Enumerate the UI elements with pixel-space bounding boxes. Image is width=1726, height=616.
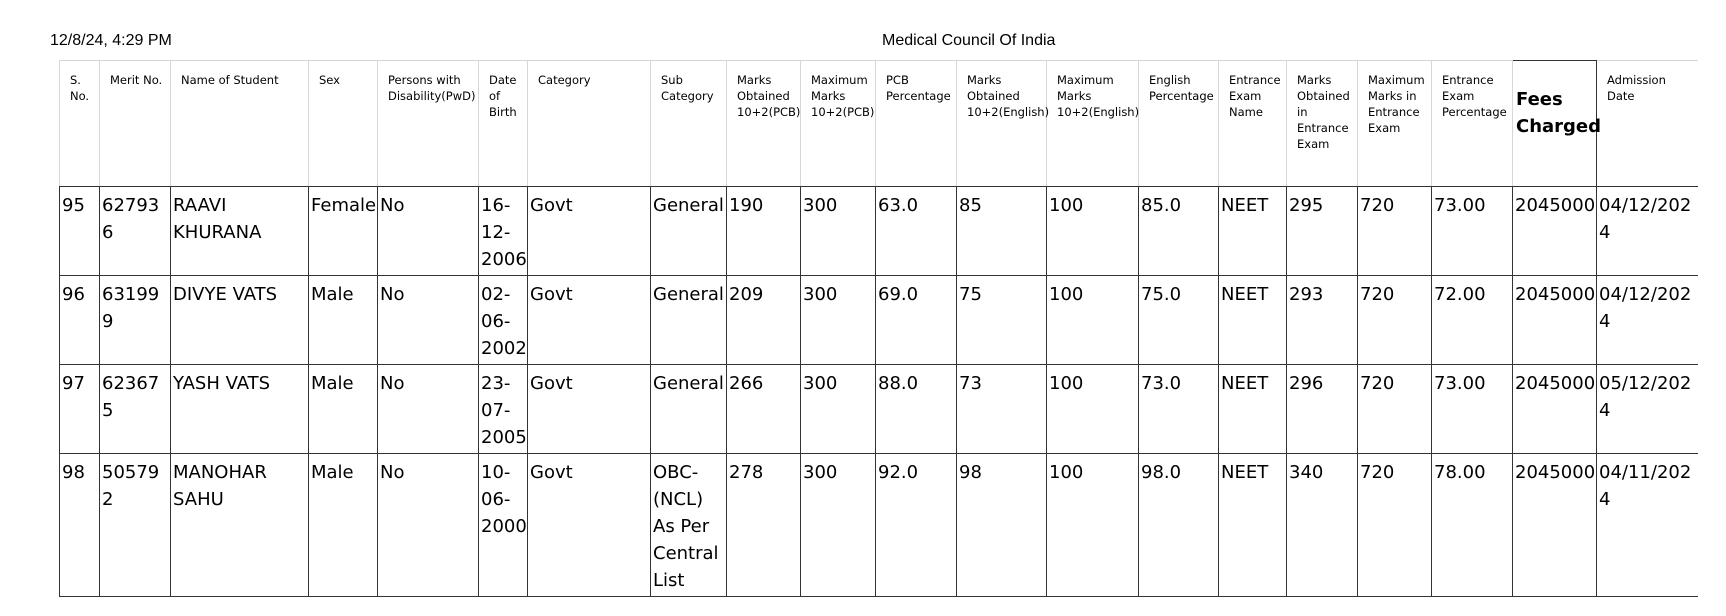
cell-name: DIVYE VATS xyxy=(171,276,309,365)
cell-sex: Male xyxy=(309,365,378,454)
cell-merit-no: 627936 xyxy=(100,187,171,276)
cell-category: Govt xyxy=(528,365,651,454)
header-row xyxy=(60,61,1698,187)
cell-merit-no: 505792 xyxy=(100,454,171,597)
cell-sub-category: OBC-(NCL) As Per Central List xyxy=(651,454,727,597)
cell-admission-date: 04/11/2024 xyxy=(1597,454,1698,597)
cell-max-entrance: 720 xyxy=(1358,454,1432,597)
cell-merit-no: 631999 xyxy=(100,276,171,365)
cell-max-entrance: 720 xyxy=(1358,365,1432,454)
cell-sex: Male xyxy=(309,276,378,365)
cell-sex: Female xyxy=(309,187,378,276)
cell-exam-name: NEET xyxy=(1219,276,1287,365)
cell-max-english: 100 xyxy=(1047,276,1139,365)
cell-s-no: 98 xyxy=(60,454,100,597)
cell-admission-date: 04/12/2024 xyxy=(1597,276,1698,365)
cell-category: Govt xyxy=(528,187,651,276)
cell-max-pcb: 300 xyxy=(801,276,876,365)
cell-sub-category: General xyxy=(651,276,727,365)
cell-english-pct: 98.0 xyxy=(1139,454,1219,597)
cell-max-pcb: 300 xyxy=(801,365,876,454)
cell-marks-pcb: 266 xyxy=(727,365,801,454)
cell-marks-entrance: 293 xyxy=(1287,276,1358,365)
col-header-max-entrance: Maximum Marks in Entrance Exam xyxy=(1358,61,1432,187)
cell-fees: 2045000 xyxy=(1513,454,1597,597)
col-header-english-pct: English Percentage xyxy=(1139,61,1219,187)
cell-s-no: 95 xyxy=(60,187,100,276)
cell-fees: 2045000 xyxy=(1513,365,1597,454)
cell-name: YASH VATS xyxy=(171,365,309,454)
cell-max-pcb: 300 xyxy=(801,187,876,276)
cell-english-pct: 75.0 xyxy=(1139,276,1219,365)
cell-english-pct: 85.0 xyxy=(1139,187,1219,276)
cell-sub-category: General xyxy=(651,187,727,276)
print-datetime: 12/8/24, 4:29 PM xyxy=(50,32,172,49)
col-header-exam-name: Entrance Exam Name xyxy=(1219,61,1287,187)
table-row xyxy=(60,276,1698,365)
cell-max-english: 100 xyxy=(1047,365,1139,454)
table-row xyxy=(60,187,1698,276)
cell-fees: 2045000 xyxy=(1513,187,1597,276)
col-header-sex: Sex xyxy=(309,61,378,187)
col-header-dob: Date of Birth xyxy=(479,61,528,187)
cell-s-no: 96 xyxy=(60,276,100,365)
cell-dob: 02-06-2002 xyxy=(479,276,528,365)
col-header-admission-date: Admission Date xyxy=(1597,61,1698,187)
table-row xyxy=(60,454,1698,597)
cell-max-english: 100 xyxy=(1047,187,1139,276)
col-header-max-english: Maximum Marks 10+2(English) xyxy=(1047,61,1139,187)
cell-category: Govt xyxy=(528,454,651,597)
admissions-table xyxy=(59,60,1698,597)
cell-name: MANOHAR SAHU xyxy=(171,454,309,597)
col-header-marks-entrance: Marks Obtained in Entrance Exam xyxy=(1287,61,1358,187)
cell-fees: 2045000 xyxy=(1513,276,1597,365)
cell-marks-entrance: 296 xyxy=(1287,365,1358,454)
col-header-category: Category xyxy=(528,61,651,187)
col-header-marks-english: Marks Obtained 10+2(English) xyxy=(957,61,1047,187)
cell-marks-english: 75 xyxy=(957,276,1047,365)
col-header-fees: Fees Charged xyxy=(1513,61,1597,187)
cell-english-pct: 73.0 xyxy=(1139,365,1219,454)
cell-merit-no: 623675 xyxy=(100,365,171,454)
col-header-marks-pcb: Marks Obtained 10+2(PCB) xyxy=(727,61,801,187)
cell-marks-english: 85 xyxy=(957,187,1047,276)
cell-marks-pcb: 278 xyxy=(727,454,801,597)
cell-marks-english: 73 xyxy=(957,365,1047,454)
cell-dob: 16-12-2006 xyxy=(479,187,528,276)
cell-marks-english: 98 xyxy=(957,454,1047,597)
cell-marks-entrance: 340 xyxy=(1287,454,1358,597)
cell-category: Govt xyxy=(528,276,651,365)
cell-pcb-pct: 92.0 xyxy=(876,454,957,597)
cell-entrance-pct: 72.00 xyxy=(1432,276,1513,365)
cell-exam-name: NEET xyxy=(1219,365,1287,454)
cell-sub-category: General xyxy=(651,365,727,454)
cell-admission-date: 04/12/2024 xyxy=(1597,187,1698,276)
cell-exam-name: NEET xyxy=(1219,187,1287,276)
col-header-s-no: S. No. xyxy=(60,61,100,187)
cell-pwd: No xyxy=(378,454,479,597)
col-header-merit-no: Merit No. xyxy=(100,61,171,187)
cell-max-entrance: 720 xyxy=(1358,187,1432,276)
cell-dob: 23-07-2005 xyxy=(479,365,528,454)
col-header-pcb-pct: PCB Percentage xyxy=(876,61,957,187)
cell-s-no: 97 xyxy=(60,365,100,454)
cell-pwd: No xyxy=(378,276,479,365)
cell-entrance-pct: 73.00 xyxy=(1432,187,1513,276)
cell-pcb-pct: 69.0 xyxy=(876,276,957,365)
cell-max-pcb: 300 xyxy=(801,454,876,597)
table-row xyxy=(60,365,1698,454)
cell-pwd: No xyxy=(378,365,479,454)
cell-entrance-pct: 73.00 xyxy=(1432,365,1513,454)
cell-admission-date: 05/12/2024 xyxy=(1597,365,1698,454)
cell-max-entrance: 720 xyxy=(1358,276,1432,365)
cell-sex: Male xyxy=(309,454,378,597)
cell-marks-pcb: 190 xyxy=(727,187,801,276)
col-header-name: Name of Student xyxy=(171,61,309,187)
cell-dob: 10-06-2000 xyxy=(479,454,528,597)
cell-pwd: No xyxy=(378,187,479,276)
cell-max-english: 100 xyxy=(1047,454,1139,597)
col-header-max-pcb: Maximum Marks 10+2(PCB) xyxy=(801,61,876,187)
cell-marks-entrance: 295 xyxy=(1287,187,1358,276)
cell-pcb-pct: 88.0 xyxy=(876,365,957,454)
cell-entrance-pct: 78.00 xyxy=(1432,454,1513,597)
col-header-sub-category: Sub Category xyxy=(651,61,727,187)
page-header xyxy=(50,32,1676,52)
col-header-entrance-pct: Entrance Exam Percentage xyxy=(1432,61,1513,187)
cell-marks-pcb: 209 xyxy=(727,276,801,365)
cell-name: RAAVI KHURANA xyxy=(171,187,309,276)
col-header-pwd: Persons with Disability(PwD) xyxy=(378,61,479,187)
page-title: Medical Council Of India xyxy=(882,32,1056,49)
cell-exam-name: NEET xyxy=(1219,454,1287,597)
cell-pcb-pct: 63.0 xyxy=(876,187,957,276)
